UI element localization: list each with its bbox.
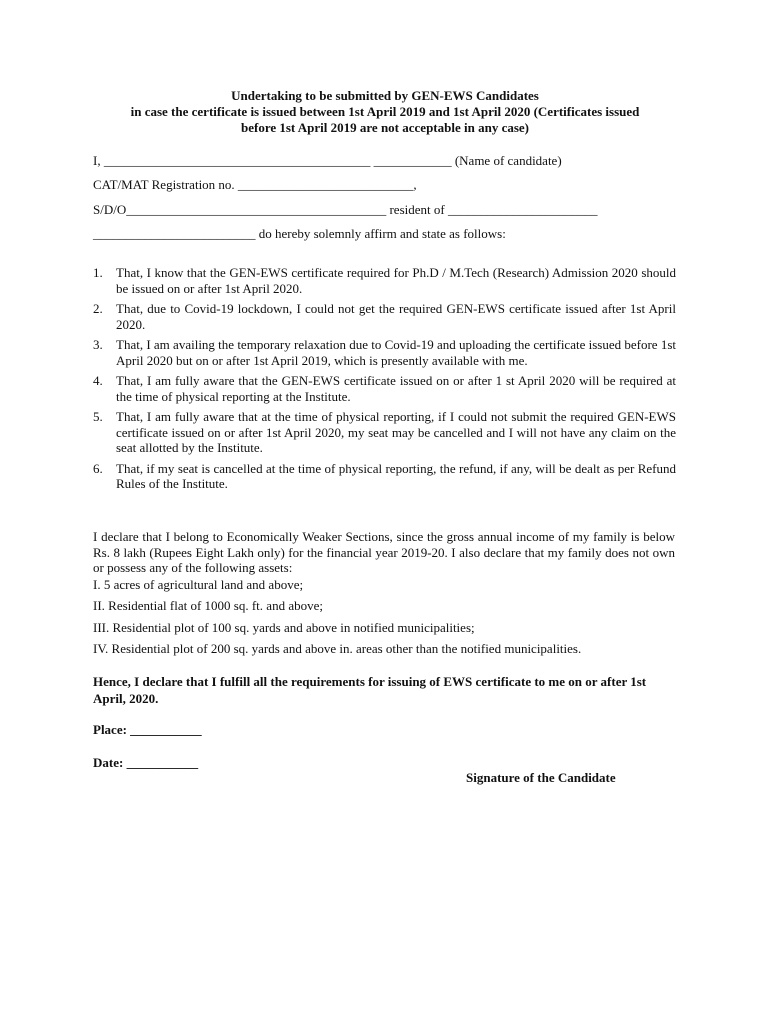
- title-line-1: Undertaking to be submitted by GEN-EWS Candidates: [231, 88, 539, 103]
- asset-item: IV. Residential plot of 200 sq. yards and above in. areas other than the notified municipalities.: [93, 641, 582, 656]
- list-item-text: That, I am fully aware that at the time of physical reporting, if I could not submit the required GEN-EWS certificate issued on or after 1st April 2020, my seat may be cancelled and I will not have any claim on the seat allotted by the Institute.: [116, 409, 676, 455]
- sdo-resident-line: S/D/O________________________________________ resident of _______________________: [93, 202, 598, 217]
- list-item-text: That, due to Covid-19 lockdown, I could not get the required GEN-EWS certificate issued after 1st April 2020.: [116, 301, 676, 332]
- signature-label: Signature of the Candidate: [466, 770, 616, 785]
- candidate-name-line: I, _________________________________________ ____________ (Name of candidate): [93, 153, 562, 168]
- affirm-line: _________________________ do hereby solemnly affirm and state as follows:: [93, 226, 506, 241]
- list-item-number: 2.: [93, 301, 103, 316]
- list-item: [93, 337, 676, 368]
- list-item: [93, 409, 676, 456]
- list-item-number: 3.: [93, 337, 103, 352]
- list-item-text: That, I am fully aware that the GEN-EWS certificate issued on or after 1 st April 2020 will be required at the time of physical reporting at the Institute.: [116, 373, 676, 404]
- asset-item: I. 5 acres of agricultural land and above;: [93, 577, 304, 592]
- document-title: [80, 88, 690, 136]
- list-item-number: 5.: [93, 409, 103, 424]
- list-item-number: 4.: [93, 373, 103, 388]
- list-item: [93, 373, 676, 404]
- list-item-text: That, if my seat is cancelled at the time of physical reporting, the refund, if any, will be dealt as per Refund Rules of the Institute.: [116, 460, 676, 491]
- asset-item: II. Residential flat of 1000 sq. ft. and above;: [93, 598, 323, 613]
- list-item-number: 1.: [93, 265, 103, 280]
- list-item-text: That, I am availing the temporary relaxation due to Covid-19 and uploading the certificate issued before 1st April 2020 but on or after 1st April 2019, which is presently available with me.: [116, 337, 676, 368]
- list-item: [93, 461, 676, 492]
- title-line-3: before 1st April 2019 are not acceptable in any case): [240, 120, 529, 135]
- date-field: Date: ___________: [93, 755, 199, 770]
- place-field: Place: ___________: [93, 722, 202, 737]
- title-line-2: in case the certificate is issued between 1st April 2019 and 1st April 2020 (Certificates issued: [130, 104, 640, 119]
- income-declaration: I declare that I belong to Economically Weaker Sections, since the gross annual income of my family is below Rs. 8 lakh (Rupees Eight Lakh only) for the financial year 2019-20. I also declare that my family does not own or possess any of the following assets:: [93, 529, 675, 575]
- list-item: [93, 265, 676, 296]
- list-item: [93, 301, 676, 332]
- asset-item: III. Residential plot of 100 sq. yards and above in notified municipalities;: [93, 620, 475, 635]
- final-declaration: Hence, I declare that I fulfill all the requirements for issuing of EWS certificate to me on or after 1st April, 2020.: [93, 674, 647, 706]
- registration-line: CAT/MAT Registration no. ___________________________,: [93, 177, 417, 192]
- list-item-text: That, I know that the GEN-EWS certificate required for Ph.D / M.Tech (Research) Admission 2020 should be issued on or after 1st April 2020.: [116, 265, 676, 296]
- statement-list: [93, 265, 676, 497]
- list-item-number: 6.: [93, 460, 103, 476]
